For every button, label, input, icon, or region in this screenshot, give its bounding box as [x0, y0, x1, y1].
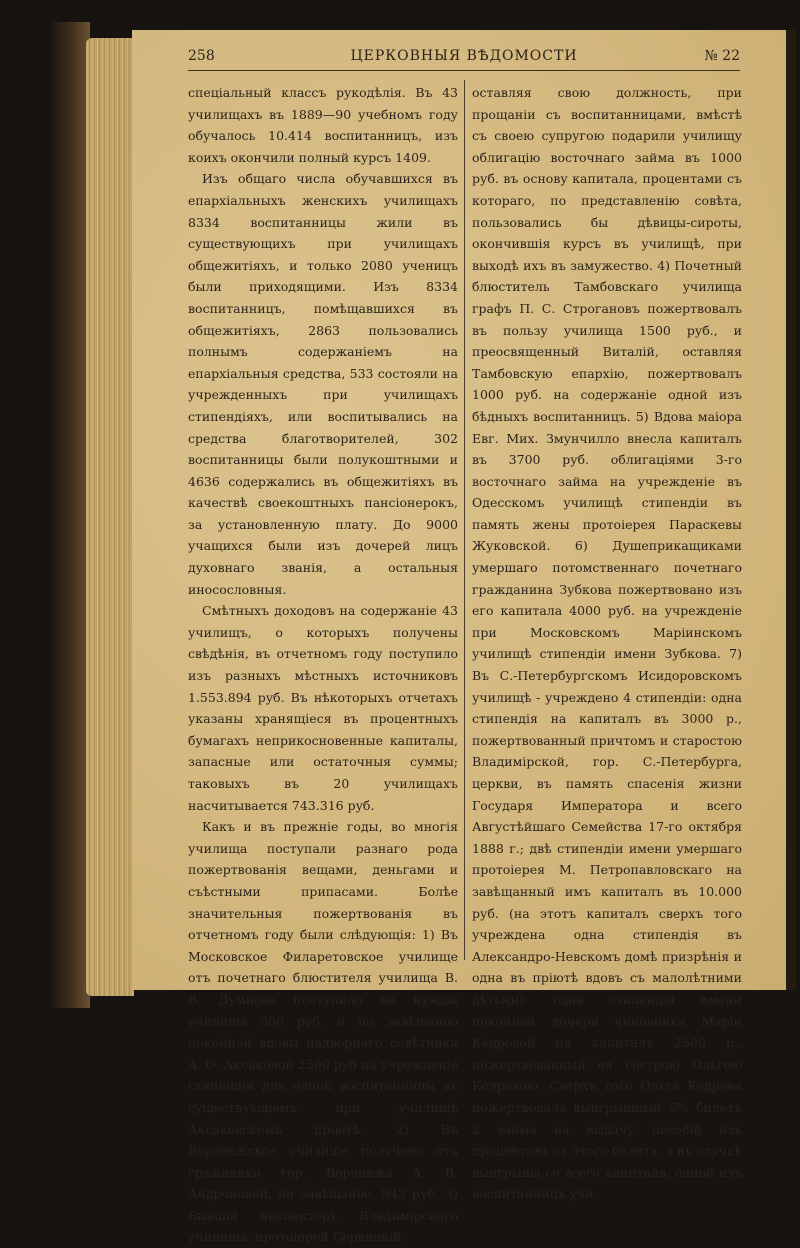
right-column [472, 82, 742, 1205]
book-page [132, 30, 796, 1245]
paragraph: Смѣтныхъ доходовъ на содержаніе 43 училищъ, о которыхъ получены свѣдѣнія, въ отчетномъ году поступило изъ разныхъ мѣстныхъ источниковъ 1.553.894 руб. Въ нѣкоторыхъ отчетахъ указаны хранящіеся въ процентныхъ бумагахъ неприкосновенные капиталы, запасные или остаточныя суммы; таковыхъ въ 20 училищахъ насчитывается 743.316 руб. [188, 603, 458, 813]
journal-title: ЦЕРКОВНЫЯ ВѢДОМОСТИ [350, 48, 578, 64]
paragraph: оставляя свою должность, при прощаніи съ воспитанницами, вмѣстѣ съ своею супругою подарили училищу облигацію восточнаго займа въ 1000 руб. въ основу капитала, процентами съ котораго, по представленію совѣта, пользовались бы дѣвицы-сироты, окончившія курсъ въ училищѣ, при выходѣ ихъ въ замужество. 4) Почетный блюститель Тамбовскаго училища графъ П. С. Строгановъ пожертвовалъ въ пользу училища 1500 руб., и преосвященный Виталій, оставляя Тамбовскую епархію, пожертвовалъ 1000 руб. на содержаніе одной изъ бѣдныхъ воспитанницъ. 5) Вдова маіора Евг. Мих. Змунчилло внесла капиталъ въ 3700 руб. облигаціями 3-го восточнаго займа на учрежденіе въ Одесскомъ училищѣ стипендіи въ память жены протоіерея Параскевы Жуковской. 6) Душеприкащиками умершаго потомственнаго почетнаго гражданина Зубкова пожертвовано изъ его капитала 4000 руб. на учрежденіе при Московскомъ Маріинскомъ училищѣ стипендіи имени Зубкова. 7) Въ С.-Петербургскомъ Исидоровскомъ училищѣ - учреждено 4 стипендіи: одна стипендія на капиталъ въ 3000 р., пожертвованный причтомъ и старостою Владимірской, гор. С.-Петербурга, церкви, въ память спасенія жизни Государя Императора и всего Августѣйшаго Семейства 17-го октября 1888 г.; двѣ стипендіи имени умершаго протоіерея М. Петропавловскаго на завѣщанный имъ капиталъ въ 10.000 руб. (на этотъ капиталъ сверхъ того учреждена одна стипендія въ Александро-Невскомъ домѣ призрѣнія и одна въ пріютѣ вдовъ съ малолѣтними дѣтьми); одна стипендія имени покойной дочери чиновника Маріи Кедровой на капиталъ 2500 р., пожертвованный ея сестрою Ольгою Кедровою. Сверхъ того Ольга Кедрова пожертвовала выигрышный 5% билетъ 2 займа на выдачу пособій изъ процентовъ съ этого билета, а въ случаѣ выигрыша со всего капитала, одной изъ воспитанницъ учи- [472, 85, 742, 1202]
book-binding [52, 22, 90, 1008]
page-edges [86, 38, 134, 996]
left-column [188, 82, 458, 1248]
next-page-edge [786, 30, 796, 990]
paragraph: Какъ и въ прежніе годы, во многія училища поступали разнаго рода пожертвованія вещами, деньгами и съѣстными припасами. Болѣе значительныя пожертвованія въ отчетномъ году были слѣдующія: 1) Въ Московское Филаретовское училище отъ почетнаго блюстителя училища В. В. Думнова поступило на нужды училища 500 руб. и по завѣщанію покойной вдовы надворнаго совѣтника А. Ѳ. Аксаковой 2500 руб на учрежденіе стипендіи для одной воспитанницы въ существующемъ при училищѣ Аксаковскомъ пріютѣ. 2) Въ Воронежское училище получено отъ гражданки гор. Воронежа А. В. Андроновой, по завѣщанію, 943 руб. 3) Бывшій инспекторъ Владимірскаго училища, протоіерей Сервицкій, [188, 819, 458, 1245]
issue-number: № 22 [704, 48, 740, 64]
column-divider [464, 80, 465, 960]
paragraph: спеціальный классъ рукодѣлія. Въ 43 училищахъ въ 1889—90 учебномъ году обучалось 10.414 воспитанницъ, изъ коихъ окончили полный курсъ 1409. [188, 85, 458, 165]
running-header [188, 48, 740, 71]
paragraph: Изъ общаго числа обучавшихся въ епархіальныхъ женскихъ училищахъ 8334 воспитанницы жили въ существующихъ при училищахъ общежитіяхъ, и только 2080 ученицъ были приходящими. Изъ 8334 воспитанницъ, помѣщавшихся въ общежитіяхъ, 2863 пользовались полнымъ содержаніемъ на епархіальныя средства, 533 состояли на учрежденныхъ при училищахъ стипендіяхъ, или воспитывались на средства благотворителей, 302 воспитанницы были полукоштными и 4636 содержались въ общежитіяхъ въ качествѣ своекоштныхъ пансіонерокъ, за установленную плату. До 9000 учащихся были изъ дочерей лицъ духовнаго званія, а остальныя иносословныя. [188, 171, 458, 597]
page-number: 258 [188, 48, 215, 64]
